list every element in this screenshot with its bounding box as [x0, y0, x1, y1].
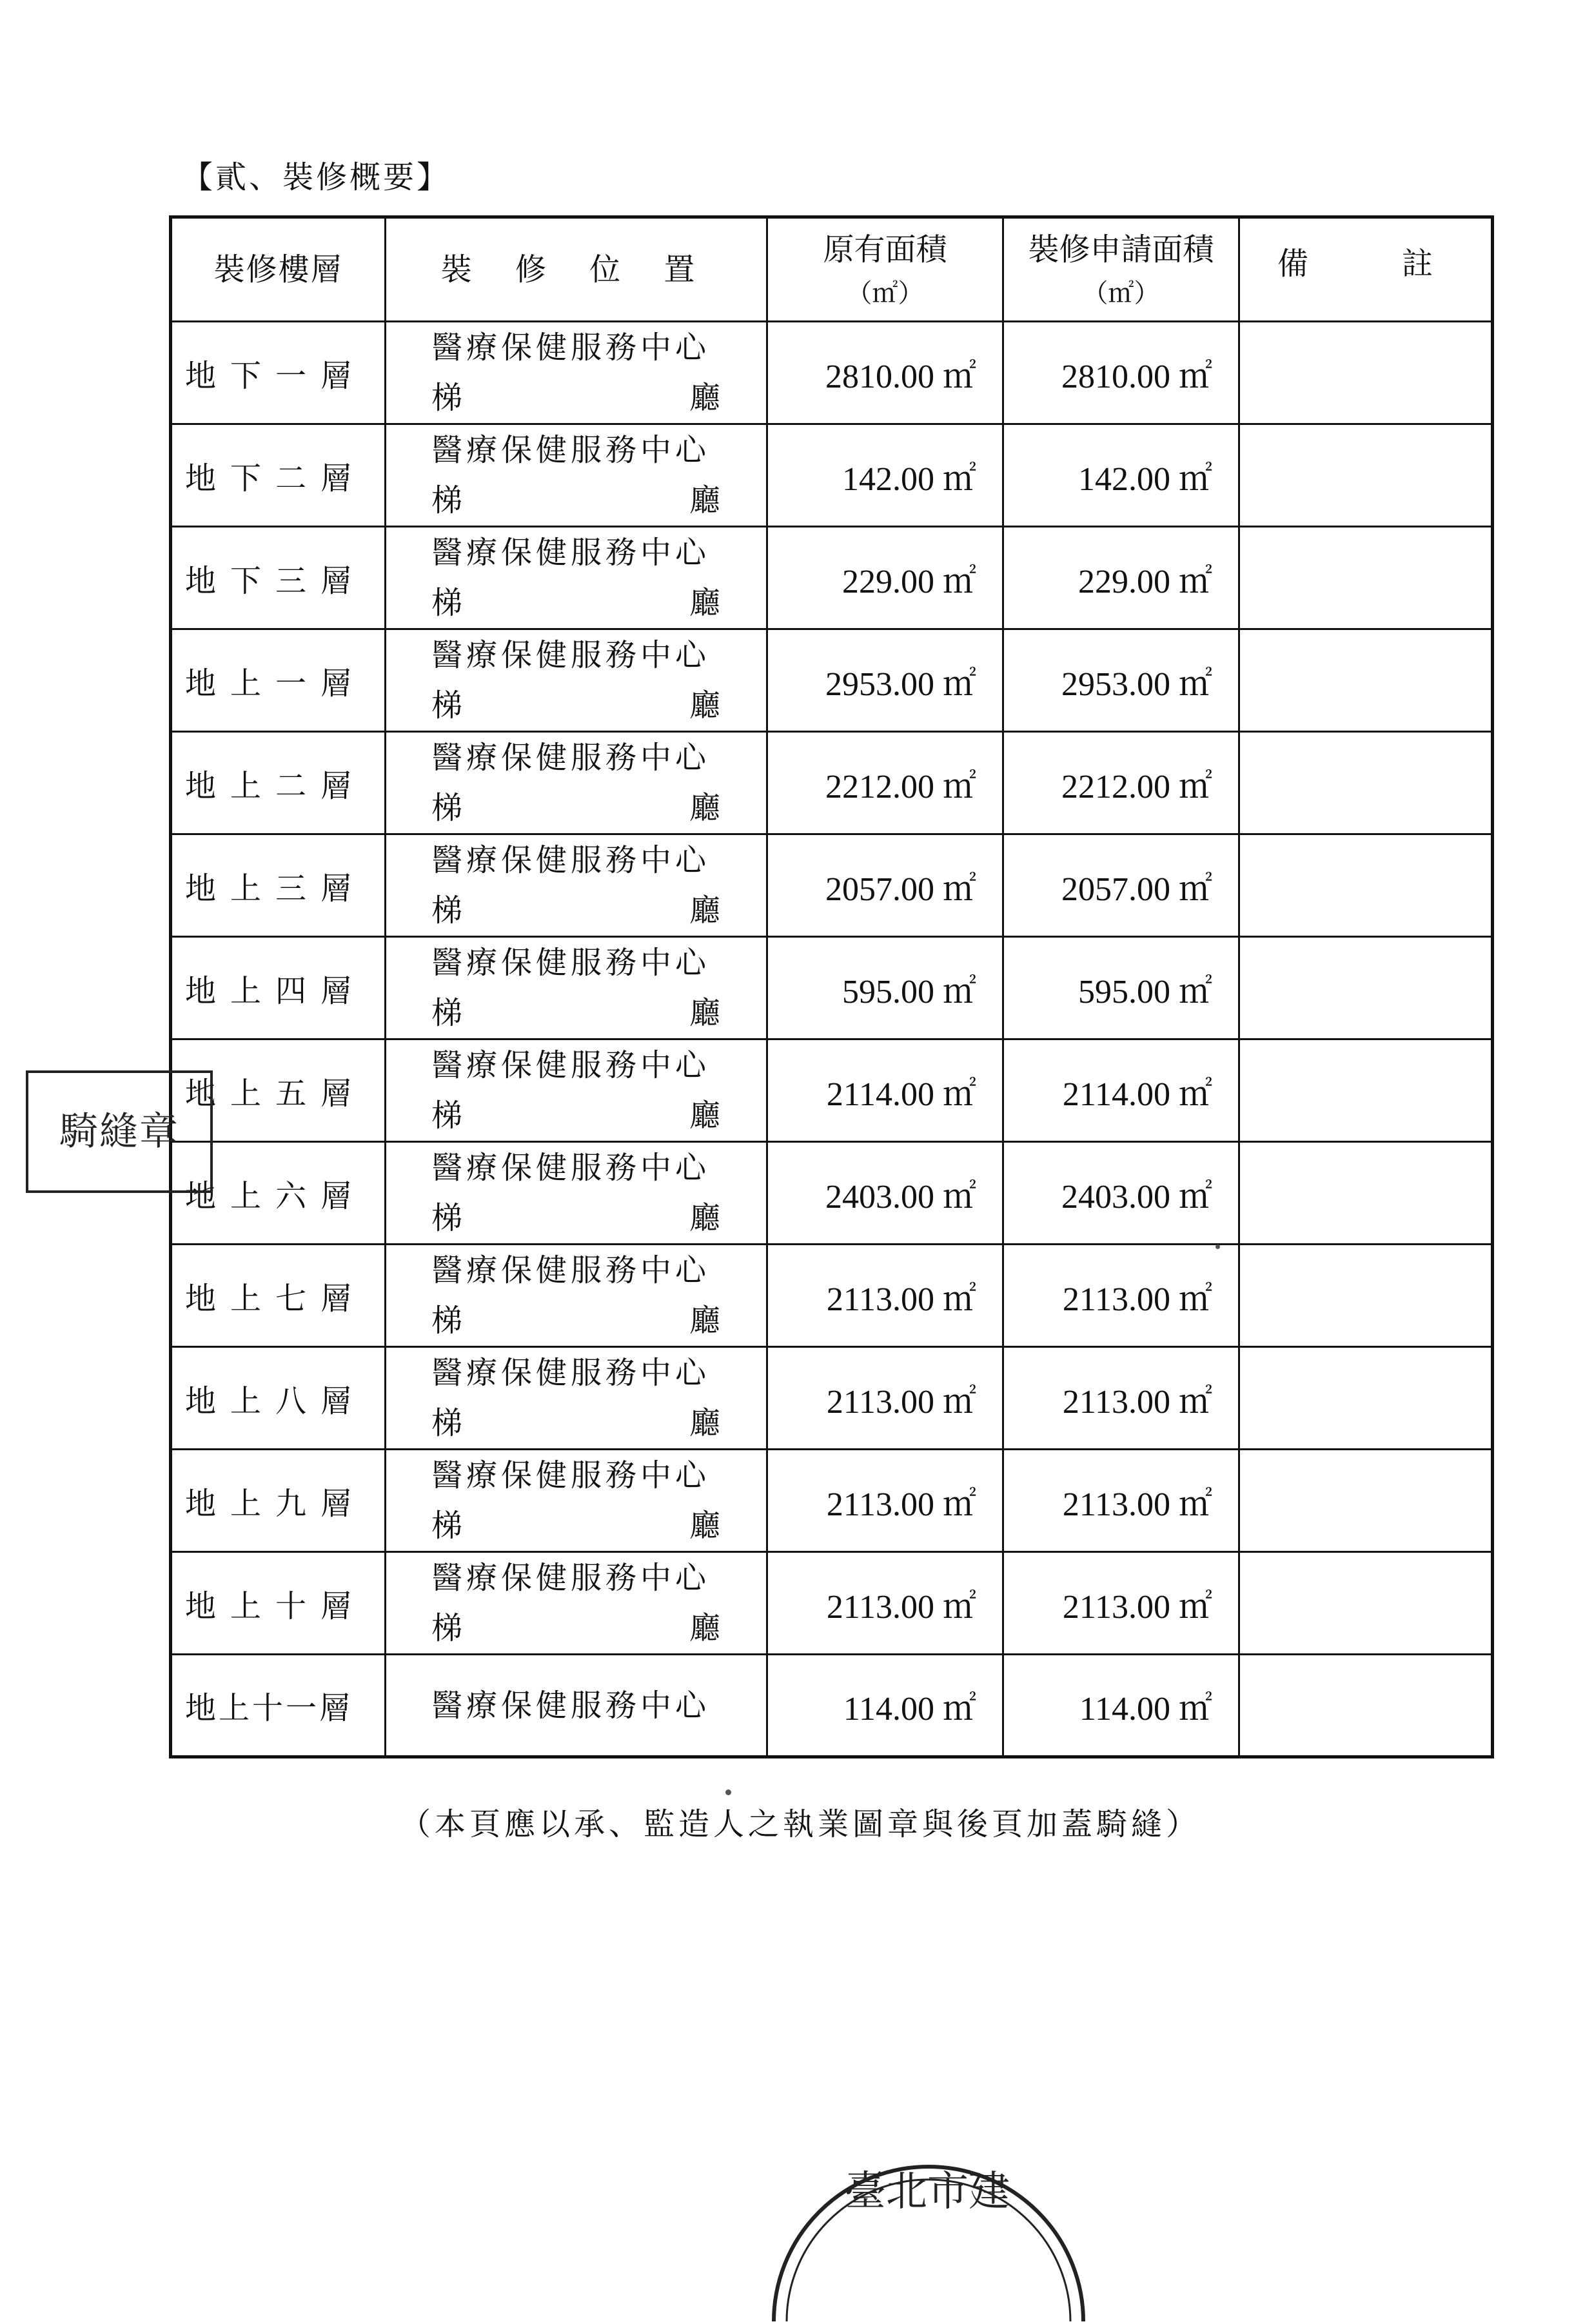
cell-applied-area: 2113.00 ㎡: [1003, 1450, 1239, 1552]
location-line-2-right: 廳: [689, 892, 720, 929]
cell-original-area: 2113.00 ㎡: [767, 1450, 1003, 1552]
cell-remarks: [1239, 937, 1493, 1039]
location-line-1: 醫療保健服務中心: [431, 1457, 711, 1493]
location-line-2: [431, 1398, 720, 1448]
cell-floor: 地上十層: [171, 1552, 386, 1655]
location-line-2-left: 梯: [431, 1098, 463, 1134]
location-line-1: 醫療保健服務中心: [431, 740, 711, 776]
cell-floor: 地上四層: [171, 937, 386, 1039]
header-applied-area-label: 裝修申請面積: [1028, 231, 1214, 268]
location-line-2-left: 梯: [431, 482, 463, 518]
location-line-2: [431, 885, 720, 936]
header-location: 裝 修 位 置: [386, 217, 767, 322]
location-line-2-right: 廳: [689, 1098, 720, 1134]
location-line-2: [431, 578, 720, 628]
cell-location: [386, 527, 767, 629]
location-line-2-left: 梯: [431, 1405, 463, 1441]
header-floor: 裝修樓層: [171, 217, 386, 322]
cell-original-area: 142.00 ㎡: [767, 424, 1003, 527]
cell-original-area: 2113.00 ㎡: [767, 1552, 1003, 1655]
location-line-1: 醫療保健服務中心: [431, 1252, 711, 1288]
location-line-2-left: 梯: [431, 1200, 463, 1236]
header-applied-area-unit: （㎡）: [1082, 279, 1160, 309]
location-line-1: 醫療保健服務中心: [431, 330, 711, 366]
table-row: [171, 937, 1493, 1039]
renovation-summary-table: [169, 215, 1494, 1758]
cell-applied-area: 2953.00 ㎡: [1003, 629, 1239, 732]
location-line-1: 醫療保健服務中心: [431, 1355, 711, 1391]
cell-original-area: 2403.00 ㎡: [767, 1142, 1003, 1245]
location-line-2: [431, 1090, 720, 1141]
location-line-1: 醫療保健服務中心: [431, 1687, 711, 1724]
location-line-1: 醫療保健服務中心: [431, 842, 711, 878]
cell-applied-area: 2212.00 ㎡: [1003, 732, 1239, 834]
section-title: 【貳、裝修概要】: [182, 159, 451, 195]
cell-applied-area: 2810.00 ㎡: [1003, 322, 1239, 424]
location-line-2-left: 梯: [431, 687, 463, 724]
cell-floor: 地上六層: [171, 1142, 386, 1245]
cell-remarks: [1239, 1245, 1493, 1347]
cell-applied-area: 114.00 ㎡: [1003, 1655, 1239, 1757]
left-seal-text: 騎縫章: [59, 1109, 179, 1154]
location-line-2-right: 廳: [689, 1303, 720, 1339]
location-line-2-left: 梯: [431, 380, 463, 416]
cell-location: [386, 1552, 767, 1655]
cell-location: [386, 629, 767, 732]
cell-original-area: 2114.00 ㎡: [767, 1039, 1003, 1142]
location-line-2: [431, 1603, 720, 1653]
header-remarks-char-2: 註: [1401, 245, 1433, 282]
header-original-area-unit: （㎡）: [846, 279, 924, 309]
table-row: [171, 1039, 1493, 1142]
cell-remarks: [1239, 732, 1493, 834]
cell-original-area: 229.00 ㎡: [767, 527, 1003, 629]
location-line-2: [431, 1501, 720, 1551]
table-header-row: [171, 217, 1493, 322]
cell-applied-area: 2113.00 ㎡: [1003, 1245, 1239, 1347]
location-line-2-right: 廳: [689, 790, 720, 826]
speck: [725, 1789, 731, 1795]
location-line-1: 醫療保健服務中心: [431, 1560, 711, 1596]
location-line-2-right: 廳: [689, 380, 720, 416]
cell-original-area: 2953.00 ㎡: [767, 629, 1003, 732]
cell-location: [386, 937, 767, 1039]
table-row: [171, 732, 1493, 834]
cell-remarks: [1239, 1347, 1493, 1450]
cell-remarks: [1239, 1552, 1493, 1655]
location-line-2-right: 廳: [689, 1405, 720, 1441]
location-line-2: [431, 680, 720, 731]
location-line-1: 醫療保健服務中心: [431, 1150, 711, 1186]
table-row: [171, 1655, 1493, 1757]
table-row: [171, 1552, 1493, 1655]
cell-remarks: [1239, 322, 1493, 424]
bottom-seal-text: 臺北市建: [845, 2168, 1010, 2216]
cell-remarks: [1239, 1655, 1493, 1757]
cell-remarks: [1239, 834, 1493, 937]
cell-floor: 地上九層: [171, 1450, 386, 1552]
cell-original-area: 2810.00 ㎡: [767, 322, 1003, 424]
cell-applied-area: 595.00 ㎡: [1003, 937, 1239, 1039]
location-line-2: [431, 988, 720, 1038]
cell-applied-area: 2403.00 ㎡: [1003, 1142, 1239, 1245]
cell-applied-area: 2114.00 ㎡: [1003, 1039, 1239, 1142]
location-line-2-left: 梯: [431, 585, 463, 621]
header-remarks: [1239, 217, 1493, 322]
cell-original-area: 2057.00 ㎡: [767, 834, 1003, 937]
cell-applied-area: 2057.00 ㎡: [1003, 834, 1239, 937]
cell-location: [386, 1039, 767, 1142]
header-original-area: [767, 217, 1003, 322]
location-line-1: 醫療保健服務中心: [431, 637, 711, 673]
cell-floor: 地上八層: [171, 1347, 386, 1450]
cell-location: [386, 1450, 767, 1552]
location-line-2-right: 廳: [689, 1508, 720, 1544]
cell-floor: 地上一層: [171, 629, 386, 732]
cell-floor: 地上五層: [171, 1039, 386, 1142]
cell-location: [386, 732, 767, 834]
speck: [1215, 1245, 1220, 1249]
location-line-2-right: 廳: [689, 687, 720, 724]
table-row: [171, 834, 1493, 937]
cell-remarks: [1239, 1039, 1493, 1142]
cell-location: [386, 1347, 767, 1450]
location-line-1: 醫療保健服務中心: [431, 535, 711, 571]
table-row: [171, 1347, 1493, 1450]
location-line-2-left: 梯: [431, 1610, 463, 1646]
location-line-2-right: 廳: [689, 1200, 720, 1236]
cell-applied-area: 142.00 ㎡: [1003, 424, 1239, 527]
cell-floor: 地下一層: [171, 322, 386, 424]
cell-original-area: 2113.00 ㎡: [767, 1245, 1003, 1347]
location-line-2-left: 梯: [431, 1303, 463, 1339]
cell-remarks: [1239, 1450, 1493, 1552]
location-line-1: 醫療保健服務中心: [431, 945, 711, 981]
location-line-2: [431, 1193, 720, 1243]
cell-floor: 地上七層: [171, 1245, 386, 1347]
cell-remarks: [1239, 629, 1493, 732]
cell-location: [386, 1142, 767, 1245]
location-line-2: [431, 783, 720, 833]
header-remarks-char-1: 備: [1277, 245, 1309, 282]
cell-original-area: 114.00 ㎡: [767, 1655, 1003, 1757]
table-row: [171, 322, 1493, 424]
table-row: [171, 1245, 1493, 1347]
cell-applied-area: 229.00 ㎡: [1003, 527, 1239, 629]
cell-floor: 地上二層: [171, 732, 386, 834]
bottom-seal-graphic: [742, 2128, 1103, 2321]
location-line-1: 醫療保健服務中心: [431, 1047, 711, 1083]
table-row: [171, 629, 1493, 732]
cell-applied-area: 2113.00 ㎡: [1003, 1347, 1239, 1450]
cell-remarks: [1239, 424, 1493, 527]
cell-floor: 地下二層: [171, 424, 386, 527]
cell-location: [386, 1655, 767, 1757]
cell-remarks: [1239, 1142, 1493, 1245]
cell-floor: 地下三層: [171, 527, 386, 629]
cell-location: [386, 322, 767, 424]
bottom-seal: [742, 2128, 1103, 2321]
cell-original-area: 2212.00 ㎡: [767, 732, 1003, 834]
table-row: [171, 1450, 1493, 1552]
location-line-2: [431, 475, 720, 526]
cell-location: [386, 424, 767, 527]
location-line-2-left: 梯: [431, 790, 463, 826]
cell-original-area: 595.00 ㎡: [767, 937, 1003, 1039]
cell-location: [386, 1245, 767, 1347]
location-line-2-left: 梯: [431, 995, 463, 1031]
footnote: （本頁應以承、監造人之執業圖章與後頁加蓋騎縫）: [400, 1806, 1201, 1842]
location-line-2-right: 廳: [689, 995, 720, 1031]
left-seam-seal: [26, 1070, 213, 1193]
cell-location: [386, 834, 767, 937]
location-line-1: 醫療保健服務中心: [431, 432, 711, 468]
location-line-2-right: 廳: [689, 585, 720, 621]
cell-applied-area: 2113.00 ㎡: [1003, 1552, 1239, 1655]
location-line-2: [431, 373, 720, 423]
cell-remarks: [1239, 527, 1493, 629]
cell-floor: 地上三層: [171, 834, 386, 937]
cell-floor: 地上十一層: [171, 1655, 386, 1757]
location-line-2-right: 廳: [689, 1610, 720, 1646]
location-line-2: [431, 1295, 720, 1346]
location-line-2-left: 梯: [431, 1508, 463, 1544]
header-original-area-label: 原有面積: [823, 231, 947, 268]
header-applied-area: [1003, 217, 1239, 322]
table-row: [171, 424, 1493, 527]
table-row: [171, 1142, 1493, 1245]
location-line-2-right: 廳: [689, 482, 720, 518]
table-row: [171, 527, 1493, 629]
cell-original-area: 2113.00 ㎡: [767, 1347, 1003, 1450]
location-line-2-left: 梯: [431, 892, 463, 929]
